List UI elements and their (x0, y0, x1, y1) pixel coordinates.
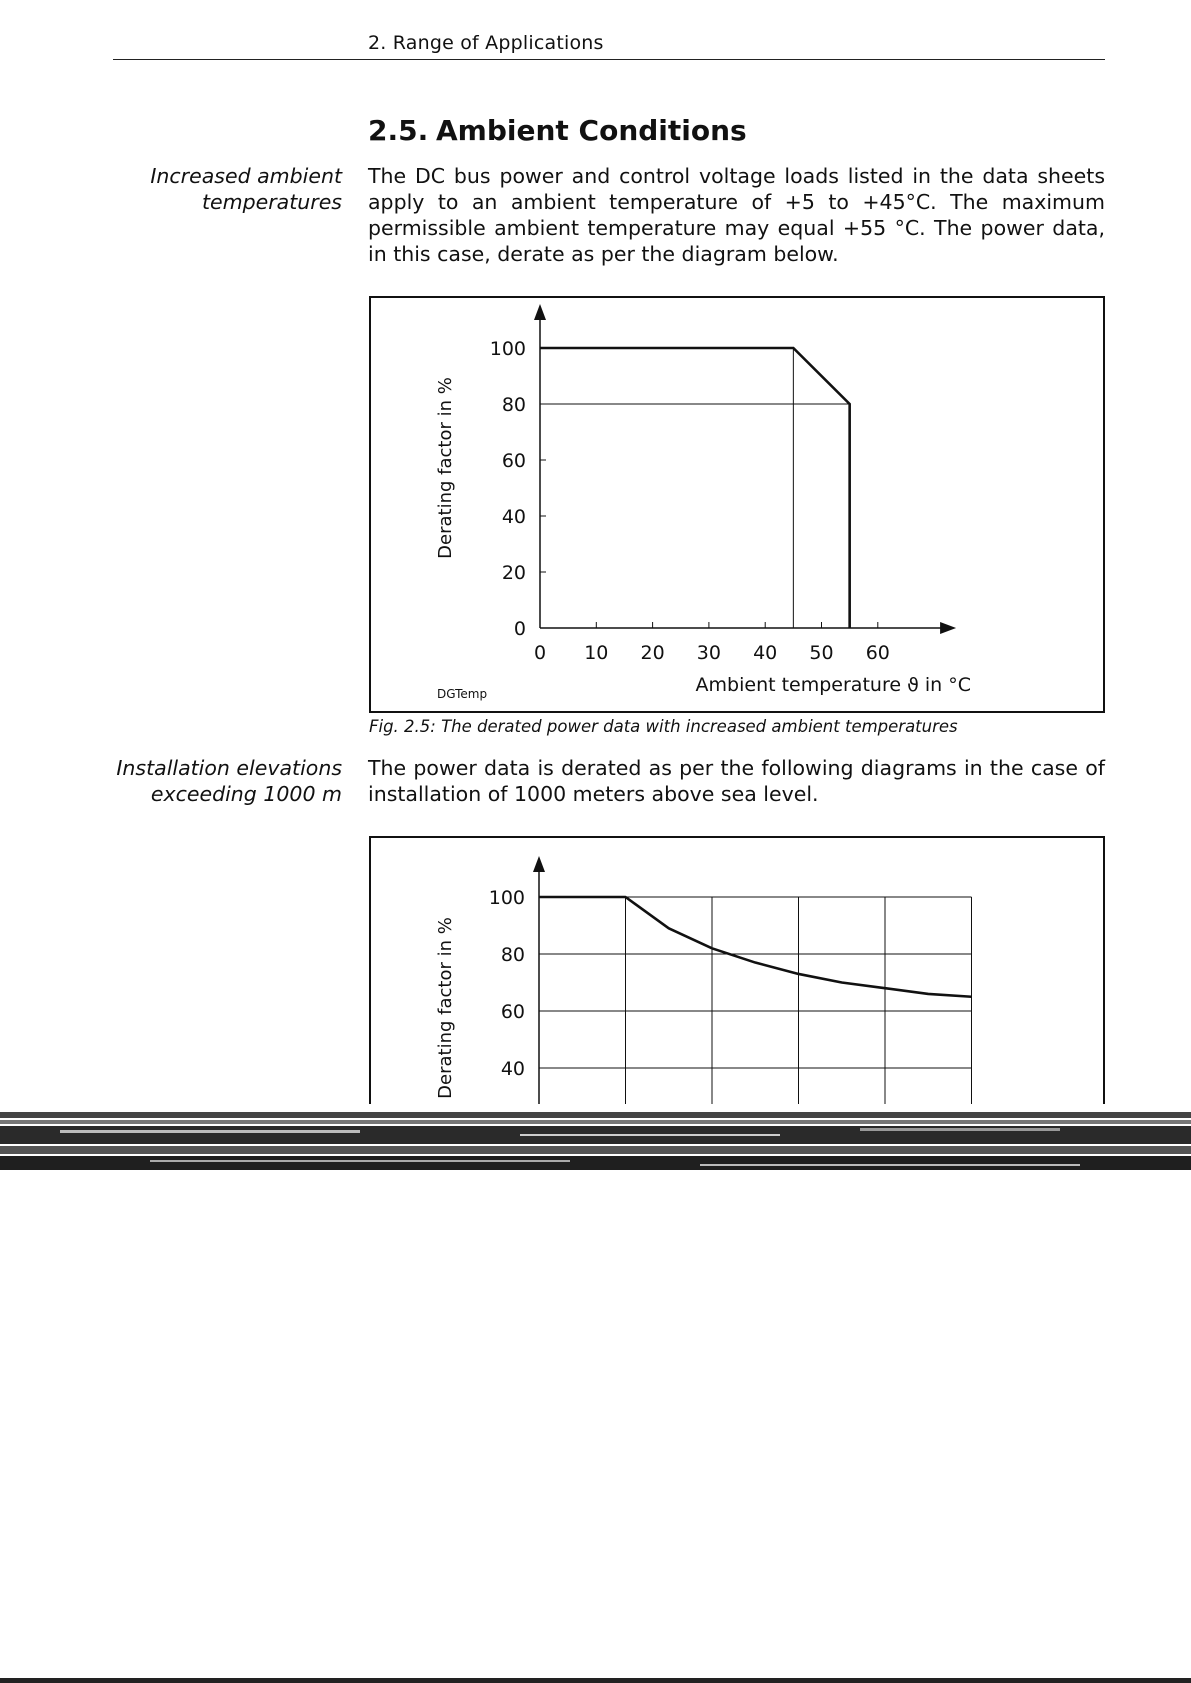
margin-note-line: exceeding 1000 m (150, 782, 342, 806)
y-tick-label: 80 (500, 944, 525, 966)
y-tick-label: 40 (501, 506, 526, 528)
paragraph-elevation: The power data is derated as per the following diagrams in the case of installation of 1000 meters above sea level. (368, 756, 1105, 806)
x-tick-label: 50 (809, 642, 834, 664)
figure-caption: Fig. 2.5: The derated power data with increased ambient temperatures (369, 717, 958, 736)
x-axis-label: Ambient temperature ϑ in °C (695, 674, 971, 696)
y-axis-label: Derating factor in % (435, 377, 456, 559)
derating-curve (540, 348, 850, 628)
margin-note-line: temperatures (202, 190, 342, 214)
section-heading (368, 114, 747, 147)
derating-curve (539, 897, 972, 997)
y-tick-label: 100 (489, 338, 526, 360)
scan-artifact-band (0, 1104, 1191, 1176)
paragraph-ambient: The DC bus power and control voltage loads listed in the data sheets apply to an ambient temperature of +5 to +45°C. The maximum permissible ambient temperature may equal +55 °C. The power data, in this case, derate as per the diagram below. (368, 164, 1105, 266)
y-tick-label: 100 (488, 887, 525, 909)
x-tick-label: 10 (584, 642, 609, 664)
x-tick-label: 20 (640, 642, 665, 664)
scan-artifact-line (0, 1678, 1191, 1683)
section-number: 2.5. (368, 114, 429, 147)
x-tick-label: 0 (533, 642, 547, 664)
x-axis-arrow (940, 622, 956, 634)
y-tick-label: 20 (501, 562, 526, 584)
margin-note-elevation (100, 755, 342, 807)
y-tick-label: 60 (500, 1001, 525, 1023)
y-tick-label: 0 (513, 618, 526, 640)
y-tick-label: 60 (501, 450, 526, 472)
y-axis-arrow (534, 304, 546, 320)
y-tick-label: 80 (501, 394, 526, 416)
figure-temperature-derating (369, 296, 1105, 713)
y-axis-label: Derating factor in % (435, 917, 456, 1099)
header-rule (113, 59, 1105, 60)
y-tick-label: 40 (500, 1058, 525, 1080)
running-header: 2. Range of Applications (368, 32, 604, 54)
y-axis-arrow (533, 856, 545, 872)
margin-note-line: Installation elevations (116, 756, 342, 780)
figure-tag: DGTemp (437, 687, 488, 701)
margin-note-line: Increased ambient (150, 164, 342, 188)
margin-note-ambient (100, 163, 342, 215)
x-tick-label: 60 (865, 642, 890, 664)
x-tick-label: 40 (753, 642, 778, 664)
temperature-derating-chart (371, 298, 1103, 711)
section-title: Ambient Conditions (436, 114, 747, 147)
x-tick-label: 30 (696, 642, 721, 664)
